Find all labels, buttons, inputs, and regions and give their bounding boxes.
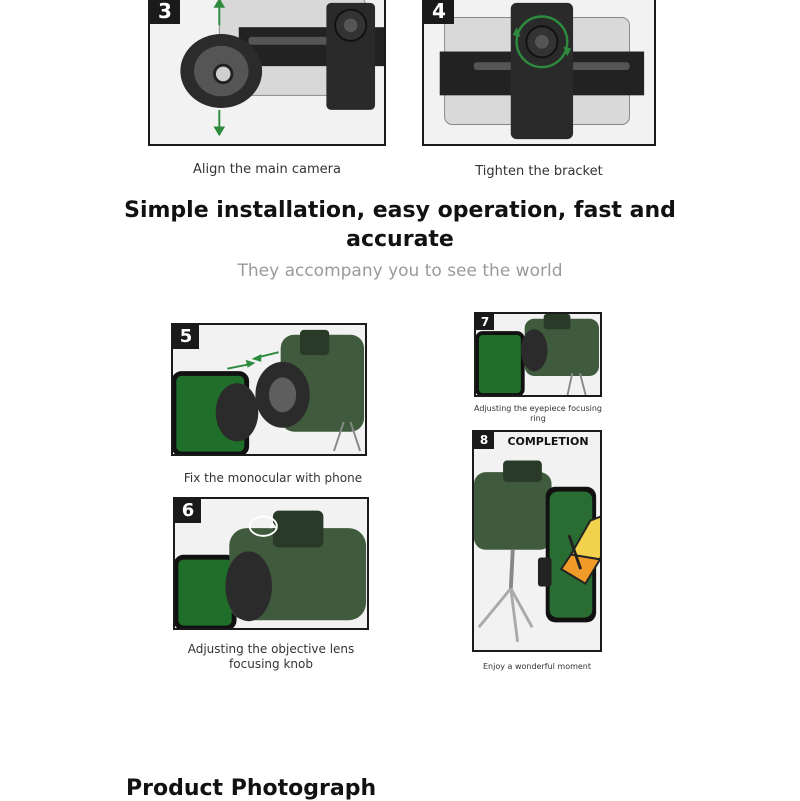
step-3-panel — [148, 0, 386, 146]
step-3-caption: Align the main camera — [193, 162, 341, 177]
completion-label: COMPLETION — [507, 435, 589, 448]
step-5-number: 5 — [173, 325, 199, 349]
phone-adapter-illustration — [150, 0, 384, 144]
step-7-panel — [474, 312, 602, 397]
step-4-caption: Tighten the bracket — [475, 164, 603, 179]
step-7-number: 7 — [476, 314, 494, 330]
completion-illustration — [474, 432, 600, 650]
monocular-phone-attach-illustration — [173, 325, 365, 454]
headline: Simple installation, easy operation, fast and accurate — [124, 198, 676, 252]
bracket-tighten-illustration — [424, 0, 654, 144]
step-5-caption: Fix the monocular with phone — [183, 471, 363, 485]
eyepiece-focus-illustration — [476, 314, 600, 395]
step-3-number: 3 — [150, 0, 180, 24]
step-8-caption: Enjoy a wonderful moment — [482, 662, 592, 671]
step-4-number: 4 — [424, 0, 454, 24]
objective-lens-focus-illustration — [175, 499, 367, 628]
step-8-panel — [472, 430, 602, 652]
step-7-caption: Adjusting the eyepiece focusing ring — [474, 404, 602, 423]
step-6-caption: Adjusting the objective lens focusing knob — [187, 642, 355, 671]
step-4-panel — [422, 0, 656, 146]
subheadline: They accompany you to see the world — [237, 261, 563, 281]
step-5-panel — [171, 323, 367, 456]
step-6-number: 6 — [175, 499, 201, 523]
step-6-panel — [173, 497, 369, 630]
section-title: Product Photograph — [126, 776, 377, 801]
step-8-number: 8 — [474, 432, 494, 449]
